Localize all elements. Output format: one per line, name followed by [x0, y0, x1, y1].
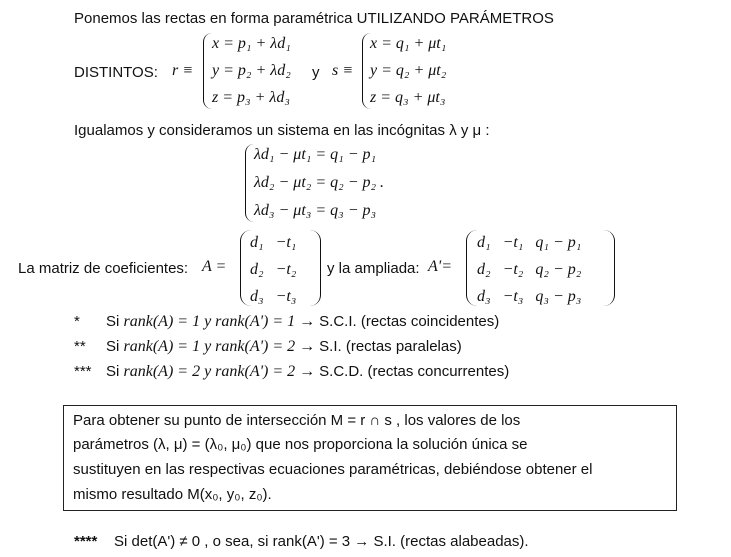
matrix-ap-cell: d₁	[477, 233, 491, 251]
system-eq-3: λd₃ − μt₃ = q₃ − p₃	[254, 202, 377, 219]
system-eq-1: λd₁ − μt₁ = q₁ − p₁	[254, 146, 377, 163]
matrix-ap-cell: q₁ − p₁	[535, 233, 582, 251]
r-label: r ≡	[172, 62, 194, 79]
system-brace	[245, 144, 254, 222]
igualamos-text: Igualamos y consideramos un sistema en las incógnitas λ y μ :	[74, 122, 490, 139]
matrix-ap-cell: q₂ − p₂	[535, 260, 582, 278]
matrix-a-cell: d₃	[250, 287, 264, 305]
case-1	[106, 313, 499, 331]
case-4-mark: ****	[74, 533, 98, 550]
matrix-ap-cell: −t₃	[502, 287, 524, 305]
box-line-4: mismo resultado M(x₀, y₀, z₀).	[73, 486, 272, 503]
intro-text: Ponemos las rectas en forma paramétrica UTILIZANDO PARÁMETROS	[74, 10, 554, 27]
matrix-ap-cell: q₃ − p₃	[535, 287, 582, 305]
case-3-math: rank(A) = 2 y rank(A') = 2 →	[123, 363, 320, 380]
case-2-mark: **	[74, 338, 86, 355]
matrix-a-cell: −t₁	[275, 233, 297, 251]
case-2-post: S.I. (rectas paralelas)	[319, 338, 462, 355]
case-2-pre: Si	[106, 338, 120, 355]
case-1-post: S.C.I. (rectas coincidentes)	[319, 313, 500, 330]
system-eq-2: λd₂ − μt₂ = q₂ − p₂ .	[254, 174, 385, 191]
matrix-a-cell: −t₃	[275, 287, 297, 305]
matrix-a-cell: −t₂	[275, 260, 297, 278]
box-line-3: sustituyen en las respectivas ecuaciones paramétricas, debiéndose obtener el	[73, 461, 593, 478]
matrix-ap-cell: d₂	[477, 260, 491, 278]
y-conjunction: y	[312, 64, 320, 81]
box-line-1: Para obtener su punto de intersección M = r ∩ s , los valores de los	[73, 412, 521, 429]
case-1-pre: Si	[106, 313, 120, 330]
matrix-a-cell: d₁	[250, 233, 264, 251]
matrix-ap-cell: −t₂	[502, 260, 524, 278]
s-eq-2: y = q₂ + μt₂	[370, 62, 447, 79]
case-2	[106, 338, 462, 356]
case-1-math: rank(A) = 1 y rank(A') = 1 →	[123, 313, 320, 330]
case-1-mark: *	[74, 313, 80, 330]
r-brace	[203, 33, 212, 109]
matrix-ap-right-paren	[604, 230, 615, 306]
case-3-pre: Si	[106, 363, 120, 380]
case-3-mark: ***	[74, 363, 92, 380]
matrix-ap	[471, 229, 587, 310]
matrix-ap-cell: −t₁	[502, 233, 524, 251]
matrix-ap-cell: d₃	[477, 287, 491, 305]
r-eq-1: x = p₁ + λd₁	[212, 35, 291, 52]
case-4-text: Si det(A') ≠ 0 , o sea, si rank(A') = 3 → S.I. (rectas alabeadas).	[114, 533, 529, 550]
intersection-box	[63, 405, 677, 511]
matrix-a-right-paren	[310, 230, 321, 306]
r-eq-3: z = p₃ + λd₃	[212, 89, 290, 106]
ampliada-label: y la ampliada:	[327, 260, 420, 277]
case-3-post: S.C.D. (rectas concurrentes)	[319, 363, 510, 380]
r-eq-2: y = p₂ + λd₂	[212, 62, 291, 79]
matrix-a-label: A =	[202, 258, 227, 275]
s-eq-1: x = q₁ + μt₁	[370, 35, 447, 52]
matrix-a-cell: d₂	[250, 260, 264, 278]
matrix-ap-label: A'=	[428, 258, 452, 275]
s-eq-3: z = q₃ + μt₃	[370, 89, 446, 106]
matriz-label: La matriz de coeficientes:	[18, 260, 189, 277]
s-label: s ≡	[332, 62, 354, 79]
matrix-a	[244, 229, 302, 310]
distintos-label: DISTINTOS:	[74, 64, 158, 81]
case-2-math: rank(A) = 1 y rank(A') = 2 →	[123, 338, 320, 355]
box-line-2: parámetros (λ, μ) = (λ₀, μ₀) que nos proporciona la solución única se	[73, 436, 528, 453]
case-3	[106, 363, 509, 381]
